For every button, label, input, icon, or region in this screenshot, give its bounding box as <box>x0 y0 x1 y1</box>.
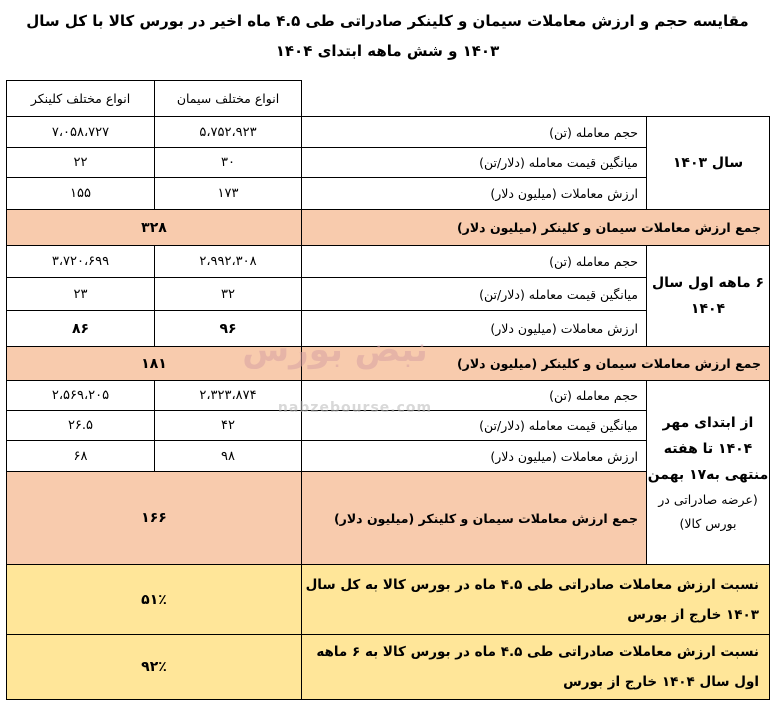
ratio-row <box>7 565 770 635</box>
clinker-volume: ۲،۵۶۹،۲۰۵ <box>7 381 155 411</box>
header-empty-cell <box>302 81 647 117</box>
clinker-value: ۱۵۵ <box>7 178 155 210</box>
cement-volume: ۲،۳۲۳،۸۷۴ <box>155 381 302 411</box>
ratio-value: ۵۱٪ <box>7 565 302 635</box>
row-label-volume: حجم معامله (تن) <box>302 246 647 278</box>
sum-label: جمع ارزش معاملات سیمان و کلینکر (میلیون دلار) <box>302 210 770 246</box>
clinker-avg-price: ۲۳ <box>7 278 155 311</box>
row-label-value: ارزش معاملات (میلیون دلار) <box>302 311 647 347</box>
sum-row <box>7 210 770 246</box>
period-1403: سال ۱۴۰۳ <box>647 117 770 210</box>
table-row <box>7 117 770 148</box>
table-row <box>7 381 770 411</box>
clinker-value: ۶۸ <box>7 441 155 472</box>
ratio-value: ۹۲٪ <box>7 635 302 700</box>
header-row <box>7 81 770 117</box>
header-empty-cell <box>647 81 770 117</box>
cement-value: ۹۶ <box>155 311 302 347</box>
watermark-logo-text: نبض بورس <box>242 330 428 370</box>
period-note: (عرضه صادراتی در بورس کالا) <box>658 491 758 531</box>
clinker-volume: ۷،۰۵۸،۷۲۷ <box>7 117 155 148</box>
clinker-avg-price: ۲۲ <box>7 148 155 178</box>
cement-value: ۱۷۳ <box>155 178 302 210</box>
row-label-avg-price: میانگین قیمت معامله (دلار/تن) <box>302 411 647 441</box>
sum-label: جمع ارزش معاملات سیمان و کلینکر (میلیون دلار) <box>302 347 770 381</box>
table-row <box>7 246 770 278</box>
cement-volume: ۲،۹۹۲،۳۰۸ <box>155 246 302 278</box>
period-mehr-1404 <box>647 381 770 565</box>
period-6m-1404 <box>647 246 770 347</box>
ratio-label: نسبت ارزش معاملات صادراتی طی ۴.۵ ماه در بورس کالا به ۶ ماهه اول سال ۱۴۰۴ خارج از بورس <box>302 635 770 700</box>
cement-avg-price: ۳۰ <box>155 148 302 178</box>
clinker-avg-price: ۲۶.۵ <box>7 411 155 441</box>
row-label-avg-price: میانگین قیمت معامله (دلار/تن) <box>302 278 647 311</box>
cement-volume: ۵،۷۵۲،۹۲۳ <box>155 117 302 148</box>
period-label: ۶ ماهه اول سال ۱۴۰۴ <box>651 275 765 317</box>
period-label: از ابتدای مهر ۱۴۰۴ تا هفته منتهی به۱۷ بهمن <box>647 414 769 483</box>
sum-label: جمع ارزش معاملات سیمان و کلینکر (میلیون دلار) <box>302 472 647 565</box>
ratio-label: نسبت ارزش معاملات صادراتی طی ۴.۵ ماه در بورس کالا به کل سال ۱۴۰۳ خارج از بورس <box>302 565 770 635</box>
comparison-table <box>6 80 770 700</box>
page-title: مقایسه حجم و ارزش معاملات سیمان و کلینکر صادراتی طی ۴.۵ ماه اخیر در بورس کالا با کل سال ۱۴۰۳ و شش ماهه ابتدای ۱۴۰۴ <box>26 12 749 60</box>
sum-row <box>7 347 770 381</box>
sum-value: ۱۶۶ <box>7 472 302 565</box>
watermark-url: nabzebourse.com <box>277 400 433 416</box>
clinker-value: ۸۶ <box>7 311 155 347</box>
row-label-avg-price: میانگین قیمت معامله (دلار/تن) <box>302 148 647 178</box>
row-label-value: ارزش معاملات (میلیون دلار) <box>302 441 647 472</box>
header-clinker: انواع مختلف کلینکر <box>7 81 155 117</box>
cement-value: ۹۸ <box>155 441 302 472</box>
sum-value: ۳۲۸ <box>7 210 302 246</box>
cement-avg-price: ۳۲ <box>155 278 302 311</box>
row-label-volume: حجم معامله (تن) <box>302 381 647 411</box>
row-label-volume: حجم معامله (تن) <box>302 117 647 148</box>
header-cement: انواع مختلف سیمان <box>155 81 302 117</box>
cement-avg-price: ۴۲ <box>155 411 302 441</box>
row-label-value: ارزش معاملات (میلیون دلار) <box>302 178 647 210</box>
sum-value: ۱۸۱ <box>7 347 302 381</box>
clinker-volume: ۳،۷۲۰،۶۹۹ <box>7 246 155 278</box>
ratio-row <box>7 635 770 700</box>
